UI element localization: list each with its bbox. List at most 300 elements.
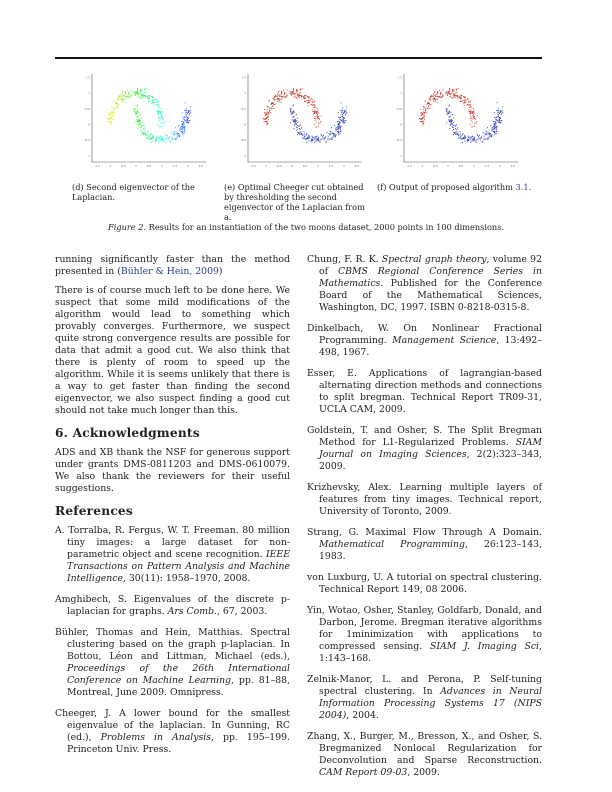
scatter-point: [431, 95, 432, 96]
scatter-point: [300, 95, 301, 96]
subcaption-f-end: .: [528, 182, 532, 192]
scatter-point: [497, 112, 498, 113]
scatter-point: [182, 128, 183, 129]
reference-a: Krizhevsky, Alex. Learning multiple layers of features from tiny images. Technical report, University of Toronto, 2009.: [307, 482, 542, 517]
scatter-point: [148, 97, 149, 98]
y-tick-label: -0.5: [240, 138, 246, 143]
scatter-point: [141, 93, 142, 94]
scatter-point: [134, 91, 135, 92]
scatter-point: [317, 114, 318, 115]
scatter-point: [136, 92, 137, 93]
scatter-point: [471, 137, 472, 138]
scatter-point: [450, 125, 451, 126]
scatter-point: [315, 118, 316, 119]
scatter-point: [299, 131, 300, 132]
scatter-point: [111, 109, 112, 110]
scatter-point: [137, 96, 138, 97]
scatter-point: [333, 134, 334, 135]
scatter-point: [111, 112, 112, 113]
scatter-point: [458, 88, 459, 89]
reference-a: Esser, E. Applications of lagrangian-based alternating direction methods and connections to split bregman. Technical Report TR09-31, UCLA CAM, 2009.: [307, 368, 542, 415]
scatter-point: [131, 96, 132, 97]
scatter-point: [144, 124, 145, 125]
scatter-point: [453, 118, 454, 119]
scatter-point: [297, 91, 298, 92]
y-tick-label: -1: [243, 153, 246, 158]
scatter-point: [111, 123, 112, 124]
scatter-point: [110, 122, 111, 123]
scatter-point: [107, 118, 108, 119]
scatter-point: [433, 96, 434, 97]
reference-b: , 13:492–498, 1967.: [319, 335, 542, 358]
scatter-point: [424, 119, 425, 120]
scatter-point: [269, 111, 270, 112]
scatter-point: [463, 133, 464, 134]
scatter-point: [428, 105, 429, 106]
scatter-point: [475, 119, 476, 120]
scatter-point: [338, 117, 339, 118]
scatter-point: [343, 117, 344, 118]
reference-b: , 2009.: [407, 767, 440, 778]
scatter-point: [452, 123, 453, 124]
reference-b: , 2(2):323–343, 2009.: [319, 449, 542, 472]
scatter-point: [185, 120, 186, 121]
scatter-point: [188, 122, 189, 123]
scatter-point: [139, 119, 140, 120]
scatter-point: [143, 97, 144, 98]
scatter-point: [494, 112, 495, 113]
scatter-point: [460, 138, 461, 139]
scatter-point: [296, 89, 297, 90]
scatter-point: [437, 102, 438, 103]
scatter-point: [177, 135, 178, 136]
scatter-point: [331, 132, 332, 133]
scatter-point: [494, 128, 495, 129]
scatter-point: [135, 108, 136, 109]
scatter-point: [338, 112, 339, 113]
scatter-point: [464, 140, 465, 141]
scatter-point: [453, 94, 454, 95]
scatter-point: [320, 122, 321, 123]
scatter-point: [454, 126, 455, 127]
scatter-point: [449, 96, 450, 97]
reference-i: Advances in Neural Information Processing Systems 17 (NIPS 2004): [319, 686, 542, 721]
scatter-point: [487, 137, 488, 138]
left-column: [55, 254, 290, 765]
scatter-point: [450, 94, 451, 95]
scatter-point: [435, 100, 436, 101]
scatter-point: [312, 109, 313, 110]
scatter-point: [308, 140, 309, 141]
y-tick-label: -1: [399, 153, 402, 158]
citation-buhler-hein[interactable]: Bühler & Hein, 2009: [120, 266, 219, 277]
scatter-point: [491, 130, 492, 131]
scatter-point: [156, 137, 157, 138]
scatter-point: [182, 117, 183, 118]
scatter-point: [123, 98, 124, 99]
scatter-point: [450, 124, 451, 125]
scatter-point: [300, 124, 301, 125]
scatter-point: [476, 121, 477, 122]
scatter-point: [337, 131, 338, 132]
scatter-point: [345, 114, 346, 115]
scatter-point: [279, 96, 280, 97]
scatter-point: [299, 128, 300, 129]
scatter-point: [137, 111, 138, 112]
scatter-point: [121, 101, 122, 102]
x-tick-label: 0.5: [146, 164, 152, 168]
scatter-point: [317, 109, 318, 110]
scatter-point: [279, 98, 280, 99]
y-tick-label: 0.5: [85, 106, 90, 111]
scatter-point: [140, 114, 141, 115]
scatter-point: [271, 108, 272, 109]
scatter-point: [137, 88, 138, 89]
scatter-point: [128, 97, 129, 98]
scatter-point: [484, 133, 485, 134]
scatter-point: [295, 120, 296, 121]
scatter-point: [134, 108, 135, 109]
scatter-point: [293, 120, 294, 121]
scatter-point: [183, 123, 184, 124]
x-tick-label: -1: [108, 164, 112, 168]
reference-a: Yin, Wotao, Osher, Stanley, Goldfarb, Donald, and Darbon, Jerome. Bregman iterative algorithms for 1minimization with applications to compressed sensing.: [307, 605, 542, 652]
scatter-point: [159, 107, 160, 108]
scatter-point: [343, 113, 344, 114]
scatter-point: [112, 113, 113, 114]
scatter-point: [162, 137, 163, 138]
scatter-point: [164, 121, 165, 122]
scatter-point: [146, 135, 147, 136]
scatter-point: [335, 130, 336, 131]
scatter-point: [304, 97, 305, 98]
x-tick-label: -1: [420, 164, 424, 168]
reference-item: [307, 527, 542, 563]
scatter-point: [474, 137, 475, 138]
scatter-point: [158, 142, 159, 143]
scatter-point: [448, 112, 449, 113]
scatter-point: [495, 121, 496, 122]
scatter-point: [272, 102, 273, 103]
scatter-point: [300, 92, 301, 93]
scatter-point: [284, 97, 285, 98]
scatter-point: [495, 118, 496, 119]
reference-item: [307, 323, 542, 359]
scatter-point: [479, 138, 480, 139]
scatter-point: [330, 131, 331, 132]
scatter-point: [160, 136, 161, 137]
scatter-point: [458, 138, 459, 139]
scatter-point: [420, 113, 421, 114]
scatter-point: [474, 126, 475, 127]
scatter-point: [184, 102, 185, 103]
scatter-point: [138, 124, 139, 125]
scatter-point: [301, 96, 302, 97]
reference-item: [307, 482, 542, 518]
references-list-left: [55, 525, 290, 756]
scatter-point: [184, 133, 185, 134]
scatter-point: [296, 114, 297, 115]
scatter-point: [497, 120, 498, 121]
x-tick-label: 2: [498, 164, 501, 168]
scatter-point: [187, 119, 188, 120]
scatter-point: [332, 139, 333, 140]
subcaption-d: (d) Second eigenvector of the Laplacian.: [72, 182, 195, 202]
scatter-point: [144, 129, 145, 130]
scatter-point: [468, 99, 469, 100]
scatter-point: [268, 113, 269, 114]
scatter-point: [271, 104, 272, 105]
scatter-point: [141, 125, 142, 126]
scatter-point: [123, 94, 124, 95]
p1-end: ): [218, 266, 223, 277]
scatter-point: [162, 123, 163, 124]
scatter-point: [476, 142, 477, 143]
scatter-point: [457, 96, 458, 97]
scatter-point: [341, 111, 342, 112]
scatter-point: [137, 120, 138, 121]
scatter-point: [116, 108, 117, 109]
x-tick-label: -1.5: [94, 164, 100, 168]
scatter-point: [460, 97, 461, 98]
scatter-panel-f: [394, 70, 526, 172]
scatter-point: [161, 139, 162, 140]
scatter-point: [313, 137, 314, 138]
scatter-point: [332, 133, 333, 134]
scatter-point: [314, 120, 315, 121]
scatter-point: [304, 96, 305, 97]
scatter-point: [174, 134, 175, 135]
scatter-point: [465, 137, 466, 138]
scatter-point: [172, 133, 173, 134]
scatter-point: [483, 132, 484, 133]
scatter-point: [456, 92, 457, 93]
scatter-point: [439, 96, 440, 97]
scatter-point: [127, 90, 128, 91]
scatter-point: [496, 133, 497, 134]
scatter-point: [486, 134, 487, 135]
scatter-point: [149, 98, 150, 99]
scatter-point: [455, 93, 456, 94]
scatter-point: [315, 137, 316, 138]
scatter-point: [292, 92, 293, 93]
scatter-point: [155, 141, 156, 142]
scatter-point: [461, 98, 462, 99]
scatter-point: [340, 102, 341, 103]
scatter-point: [111, 111, 112, 112]
scatter-point: [423, 123, 424, 124]
scatter-point: [286, 94, 287, 95]
scatter-point: [184, 117, 185, 118]
scatter-point: [496, 102, 497, 103]
scatter-point: [473, 113, 474, 114]
scatter-point: [305, 98, 306, 99]
scatter-point: [464, 100, 465, 101]
scatter-point: [501, 114, 502, 115]
x-tick-label: 2.5: [354, 164, 360, 168]
scatter-point: [473, 109, 474, 110]
scatter-point: [472, 118, 473, 119]
scatter-point: [305, 95, 306, 96]
reference-b: , 30(11): 1958–1970, 2008.: [122, 573, 251, 584]
scatter-point: [148, 136, 149, 137]
scatter-point: [311, 141, 312, 142]
x-tick-label: -1.5: [406, 164, 412, 168]
scatter-point: [181, 129, 182, 130]
scatter-point: [156, 101, 157, 102]
scatter-point: [428, 108, 429, 109]
scatter-point: [456, 129, 457, 130]
scatter-point: [487, 132, 488, 133]
algorithm-ref-link[interactable]: 3.1: [515, 182, 529, 192]
scatter-point: [298, 94, 299, 95]
scatter-point: [179, 128, 180, 129]
scatter-point: [117, 98, 118, 99]
scatter-point: [434, 91, 435, 92]
scatter-point: [467, 104, 468, 105]
scatter-point: [500, 122, 501, 123]
scatter-point: [134, 111, 135, 112]
scatter-point: [306, 137, 307, 138]
scatter-point: [343, 121, 344, 122]
scatter-point: [473, 114, 474, 115]
scatter-point: [316, 138, 317, 139]
scatter-point: [463, 96, 464, 97]
y-tick-label: -0.5: [396, 138, 402, 143]
reference-a: Strang, G. Maximal Flow Through A Domain.: [307, 527, 542, 538]
right-column: [307, 254, 542, 788]
scatter-point: [318, 140, 319, 141]
scatter-point: [337, 126, 338, 127]
scatter-point: [142, 126, 143, 127]
scatter-point: [462, 100, 463, 101]
scatter-point: [141, 129, 142, 130]
scatter-point: [305, 139, 306, 140]
scatter-point: [181, 131, 182, 132]
scatter-point: [438, 96, 439, 97]
scatter-point: [424, 115, 425, 116]
scatter-point: [266, 124, 267, 125]
scatter-point: [469, 137, 470, 138]
scatter-point: [317, 113, 318, 114]
reference-a: Bühler, Thomas and Hein, Matthias. Spectral clustering based on the graph p-laplacian. In Bottou, Léon and Littman, Michael (eds.),: [55, 627, 290, 662]
scatter-point: [429, 103, 430, 104]
scatter-point: [496, 129, 497, 130]
scatter-point: [182, 112, 183, 113]
scatter-point: [301, 97, 302, 98]
scatter-point: [306, 100, 307, 101]
scatter-point: [161, 113, 162, 114]
scatter-point: [493, 121, 494, 122]
scatter-point: [453, 93, 454, 94]
x-tick-label: 2: [342, 164, 345, 168]
scatter-point: [179, 130, 180, 131]
scatter-point: [297, 122, 298, 123]
scatter-point: [316, 136, 317, 137]
scatter-point: [342, 120, 343, 121]
scatter-point: [141, 134, 142, 135]
scatter-point: [300, 131, 301, 132]
scatter-point: [339, 121, 340, 122]
scatter-point: [137, 116, 138, 117]
scatter-point: [177, 133, 178, 134]
scatter-point: [113, 111, 114, 112]
scatter-point: [489, 133, 490, 134]
scatter-point: [181, 126, 182, 127]
scatter-point: [281, 91, 282, 92]
scatter-point: [125, 93, 126, 94]
scatter-point: [499, 121, 500, 122]
scatter-point: [463, 138, 464, 139]
scatter-point: [144, 92, 145, 93]
scatter-point: [449, 88, 450, 89]
scatter-point: [309, 102, 310, 103]
scatter-point: [458, 135, 459, 136]
scatter-point: [135, 113, 136, 114]
scatter-point: [430, 98, 431, 99]
scatter-point: [330, 134, 331, 135]
scatter-point: [141, 90, 142, 91]
scatter-point: [338, 134, 339, 135]
scatter-point: [453, 125, 454, 126]
scatter-point: [304, 136, 305, 137]
scatter-point: [319, 140, 320, 141]
scatter-point: [179, 136, 180, 137]
reference-b: , volume 92 of: [319, 254, 542, 277]
scatter-point: [339, 123, 340, 124]
scatter-point: [147, 137, 148, 138]
x-tick-label: -0.5: [120, 164, 126, 168]
scatter-point: [325, 137, 326, 138]
scatter-point: [470, 116, 471, 117]
scatter-point: [270, 112, 271, 113]
scatter-point: [137, 128, 138, 129]
scatter-point: [337, 129, 338, 130]
scatter-point: [464, 137, 465, 138]
scatter-point: [314, 101, 315, 102]
scatter-point: [334, 133, 335, 134]
scatter-point: [152, 102, 153, 103]
acknowledgments-text: ADS and XB thank the NSF for generous support under grants DMS-0811203 and DMS-0610079. We also thank the reviewers for their useful suggestions.: [55, 447, 290, 494]
scatter-point: [450, 112, 451, 113]
y-tick-label: 0: [400, 122, 402, 127]
scatter-point: [142, 94, 143, 95]
scatter-point: [312, 139, 313, 140]
scatter-point: [294, 121, 295, 122]
scatter-point: [148, 96, 149, 97]
scatter-point: [452, 130, 453, 131]
scatter-point: [266, 117, 267, 118]
reference-b: , 2004.: [346, 710, 379, 721]
scatter-point: [495, 127, 496, 128]
scatter-point: [268, 117, 269, 118]
scatter-point: [290, 122, 291, 123]
scatter-point: [151, 96, 152, 97]
figure-caption-text: Results for an instantiation of the two moons dataset, 2000 points in 100 dimensions.: [146, 222, 504, 232]
scatter-point: [424, 113, 425, 114]
scatter-point: [429, 107, 430, 108]
scatter-point: [183, 118, 184, 119]
scatter-point: [128, 93, 129, 94]
scatter-point: [447, 95, 448, 96]
scatter-point: [292, 119, 293, 120]
scatter-point: [434, 95, 435, 96]
scatter-point: [320, 121, 321, 122]
scatter-point: [328, 136, 329, 137]
scatter-point: [190, 110, 191, 111]
scatter-point: [140, 130, 141, 131]
scatter-point: [472, 138, 473, 139]
